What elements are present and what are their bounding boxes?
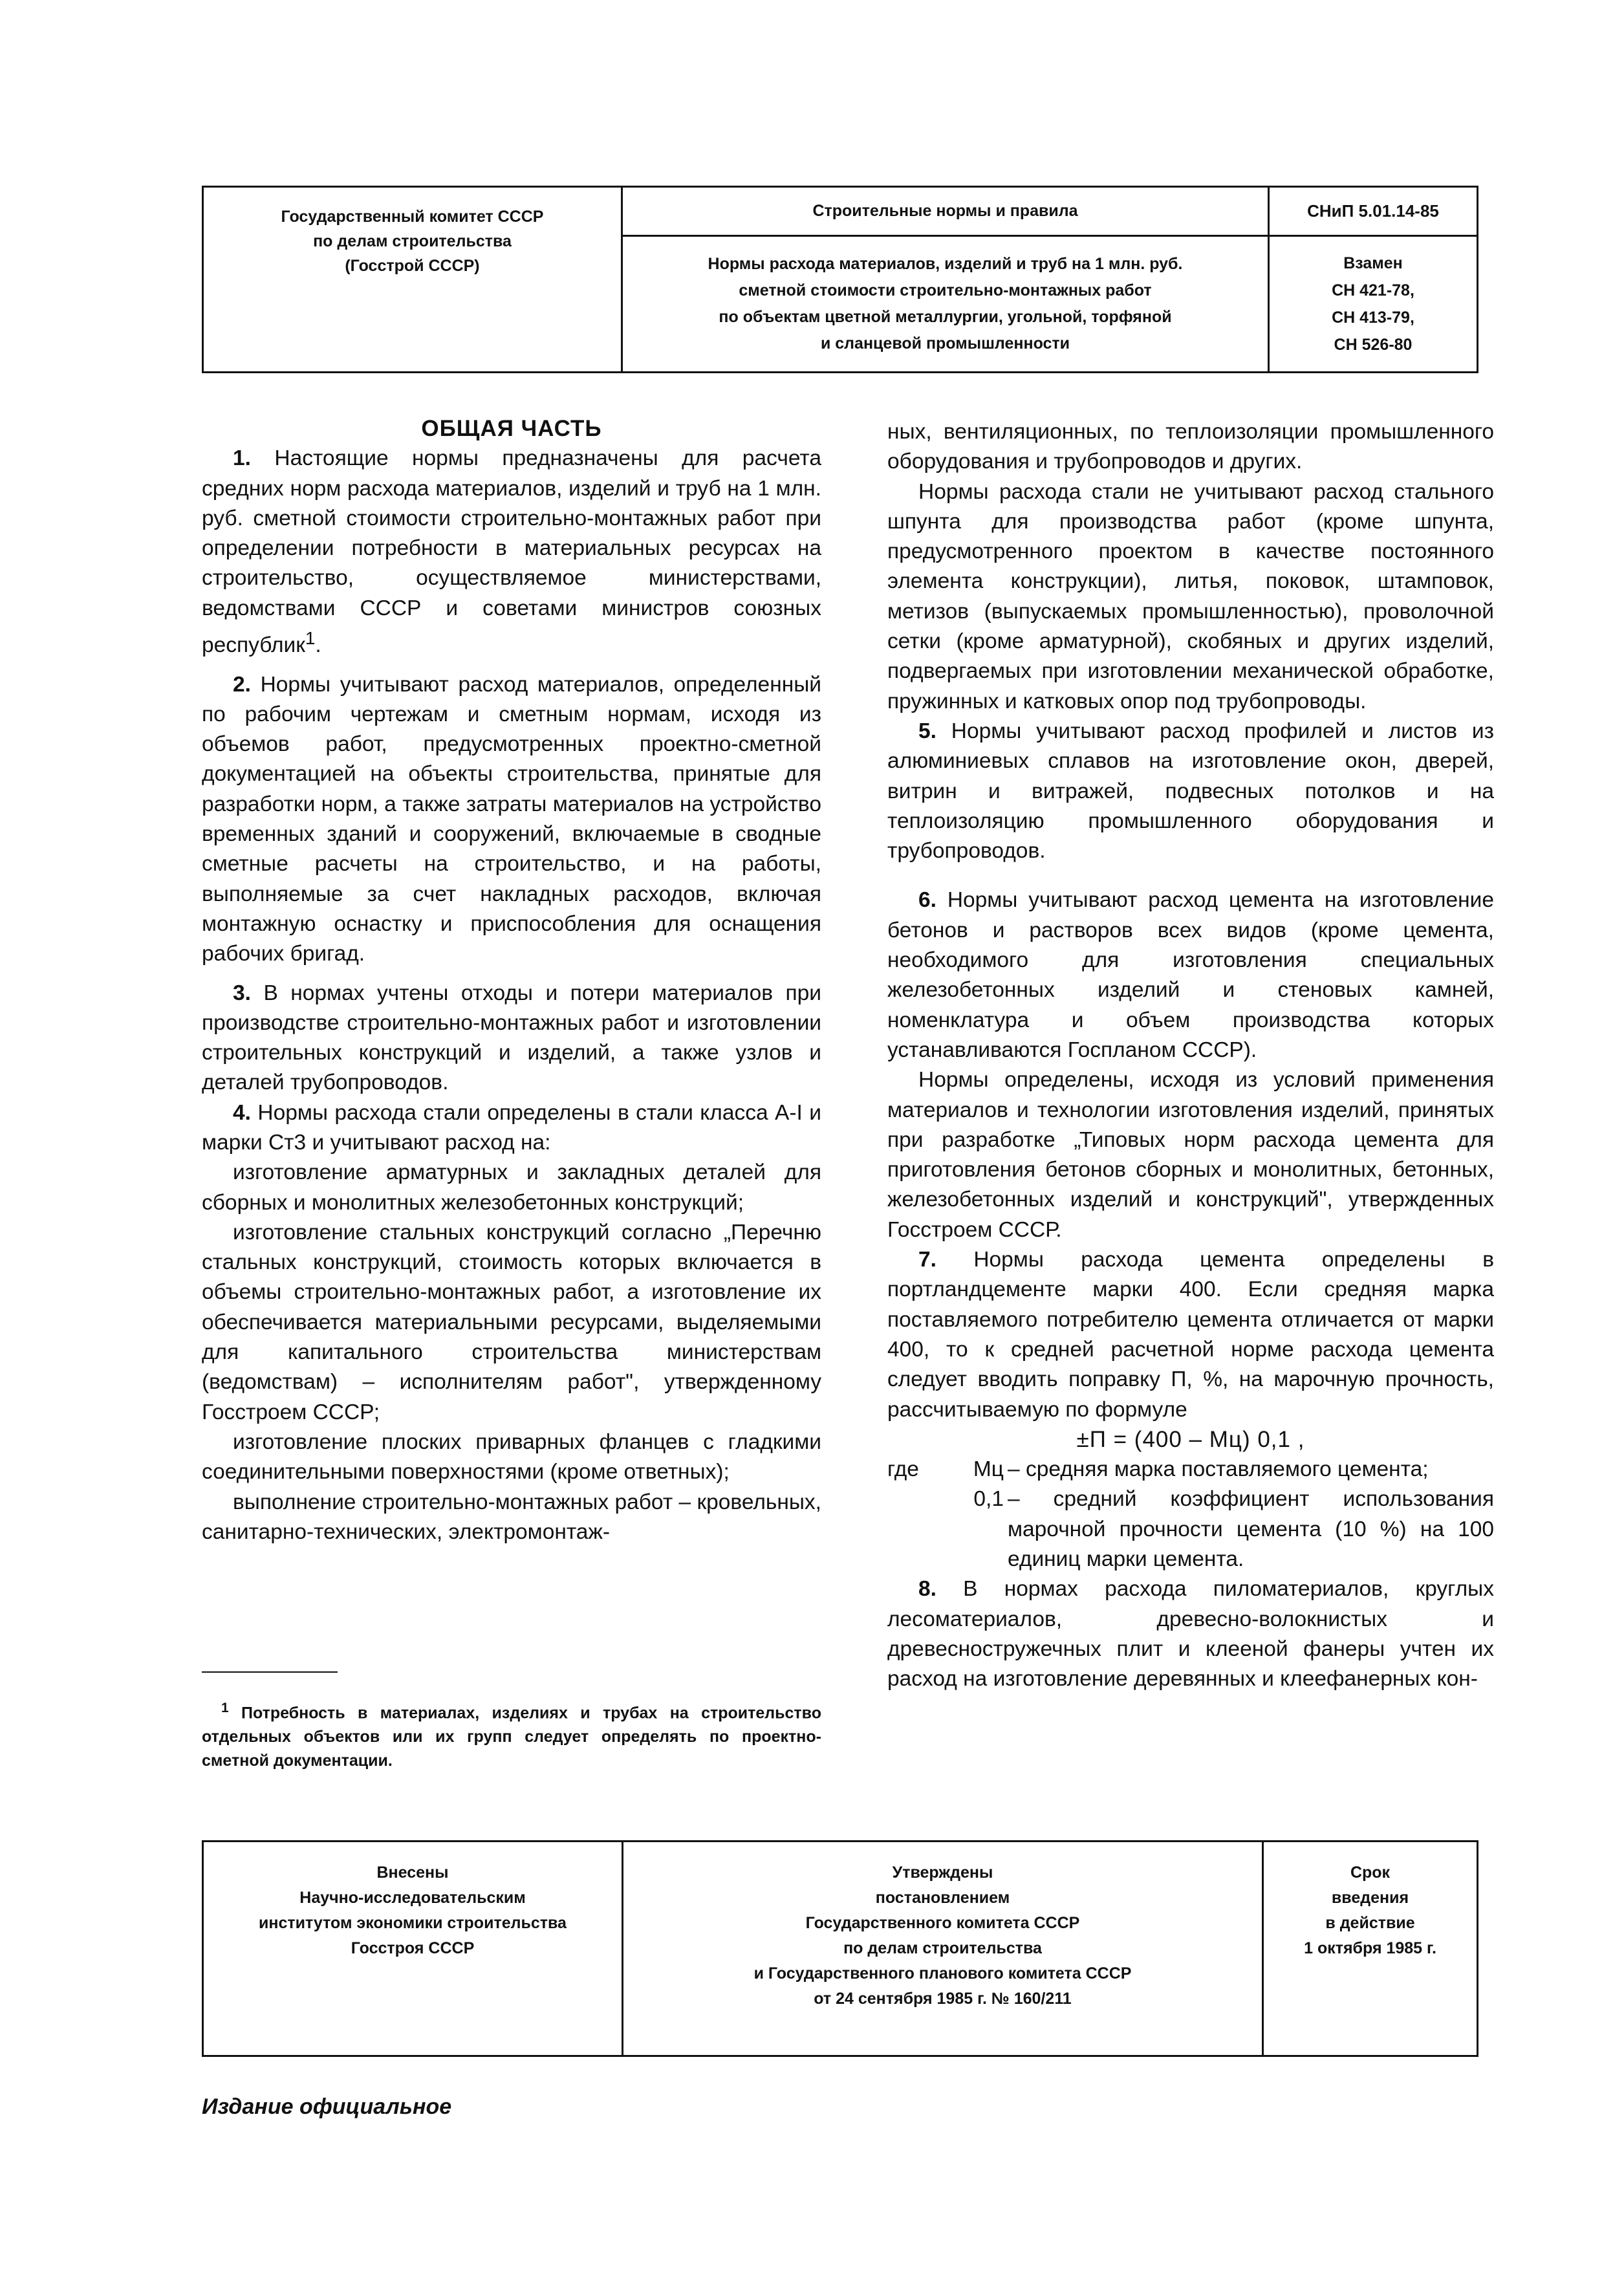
legend-key: Mц xyxy=(973,1457,1004,1482)
paragraph-7: 7. Нормы расхода цемента определены в портландцементе марки 400. Если средняя марка поставляемого потребителю цемента отличается от марки 400, то к средней расчетной норме расхода цемента следует вводить поправку П, %, на марочную прочность, рассчитываемую по формуле xyxy=(887,1248,1495,1422)
paragraph-steel-exclusions: Нормы расхода стали не учитывают расход стального шпунта для производства работ (кроме шпунта, предусмотренного проектом в качестве постоянного элемента конструкции), литья, поковок, штамповок, метизов (выпускаемых промышленностью), проволочной сетки (кроме арматурной), скобяных и других изделий, подвергаемых при изготовлении механической обработке, пружинных и катковых опор под трубопроводы. xyxy=(887,479,1494,713)
formula-legend xyxy=(887,1455,1494,1574)
paragraph-4b: изготовление стальных конструкций согласно „Перечню стальных конструкций, стоимость которых включается в объемы строительно-монтажных работ, а изготовление их обеспечивается материальными ресурсами, выделяемыми для капитального строительства министерствам (ведомствам) – исполнителям работ", утвержденному Госстроем СССР; xyxy=(202,1220,821,1424)
section-title: ОБЩАЯ ЧАСТЬ xyxy=(421,416,602,441)
document-title-cell xyxy=(623,188,1270,371)
header-table xyxy=(202,186,1478,373)
footnote-ref: 1 xyxy=(305,628,316,649)
org-line: (Госстрой СССР) xyxy=(345,257,480,275)
approved-by: Утверждены постановлением Государственного комитета СССР по делам строительства и Государственного планового комитета СССР от 24 сентября 1985 г. № 160/211 xyxy=(623,1842,1264,2055)
paragraph-4a: изготовление арматурных и закладных деталей для сборных и монолитных железобетонных конструкций; xyxy=(202,1160,821,1215)
document-type: Строительные нормы и правила xyxy=(623,188,1268,237)
paragraph-4: 4. Нормы расхода стали определены в стали класса A-I и марки Ст3 и учитывают расход на: xyxy=(202,1100,821,1155)
document-code-cell xyxy=(1270,188,1477,371)
paragraph-8: 8. В нормах расхода пиломатериалов, круглых лесоматериалов, древесно-волокнистых и древесностружечных плит и клееной фанеры учтен их расход на изготовление деревянных и клеефанерных кон- xyxy=(887,1577,1494,1691)
paragraph-5: 5. Нормы учитывают расход профилей и листов из алюминиевых сплавов на изготовление окон, дверей, витрин и витражей, подвесных потолков и на теплоизоляцию промышленного оборудования и трубопроводов. xyxy=(887,719,1494,864)
paragraph-4-continued: ных, вентиляционных, по теплоизоляции промышленного оборудования и трубопроводов и других. xyxy=(887,420,1494,474)
paragraph-6b: Нормы определены, исходя из условий применения материалов и технологии изготовления изделий, принятых при разработке „Типовых норм расхода цемента для приготовления бетонов сборных и монолитных, бетонных, железобетонных изделий и конструкций", утвержденных Госстроем СССР. xyxy=(887,1068,1494,1242)
legend-key: 0,1 xyxy=(973,1487,1004,1512)
right-column xyxy=(887,417,1494,1694)
effective-date: Срок введения в действие 1 октября 1985 г. xyxy=(1304,1864,1436,1957)
document-title: Нормы расхода материалов, изделий и труб на 1 млн. руб. сметной стоимости строительно-монтажных работ по объектам цветной металлургии, угольной, торфяной и сланцевой промышленности xyxy=(708,255,1183,353)
footnote-text: Потребность в материалах, изделиях и трубах на строительство отдельных объектов или их групп следует определять по проектно-сметной документации. xyxy=(202,1704,821,1770)
document-code: СНиП 5.01.14-85 xyxy=(1270,188,1477,237)
left-column xyxy=(202,414,821,1547)
replaces-list: Взамен СН 421-78, СН 413-79, СН 526-80 xyxy=(1332,254,1414,354)
introduced-by: Внесены Научно-исследовательским институтом экономики строительства Госстроя СССР xyxy=(204,1842,623,2055)
formula: ±П = (400 – Mц) 0,1 , xyxy=(1076,1426,1305,1452)
paragraph-2: 2. Нормы учитывают расход материалов, определенный по рабочим чертежам и сметным нормам, исходя из объемов работ, предусмотренных проектно-сметной документацией на объекты строительства, принятые для разработки норм, а также затраты материалов на устройство временных зданий и сооружений, включаемые в сводные сметные расчеты на строительство, и на работы, выполняемые за счет накладных расходов, включая монтажную оснастку и приспособления для оснащения рабочих бригад. xyxy=(202,672,821,966)
footnote-mark: 1 xyxy=(221,1701,229,1715)
paragraph-4c: изготовление плоских приварных фланцев с гладкими соединительными поверхностями (кроме ответных); xyxy=(202,1429,821,1484)
paragraph-1: 1. Настоящие нормы предназначены для расчета средних норм расхода материалов, изделий и труб на 1 млн. руб. сметной стоимости строительно-монтажных работ при определении потребности в материальных ресурсах на строительство, осуществляемое министерствами, ведомствами СССР и советами министров союзных республик$^1$. xyxy=(202,446,822,658)
org-line: по делам строительства xyxy=(313,232,512,250)
legend-value: – средняя марка поставляемого цемента; xyxy=(1008,1457,1429,1482)
legend-value: – средний коэффициент использования марочной прочности цемента (10 %) на 100 единиц марки цемента. xyxy=(1008,1487,1494,1571)
org-line: Государственный комитет СССР xyxy=(281,208,544,226)
footnote xyxy=(202,1696,821,1773)
paragraph-4d: выполнение строительно-монтажных работ – кровельных, санитарно-технических, электромонтаж- xyxy=(202,1490,821,1544)
issuing-organization xyxy=(204,188,623,371)
paragraph-6: 6. Нормы учитывают расход цемента на изготовление бетонов и растворов всех видов (кроме цемента, необходимого для изготовления специальных железобетонных изделий и стеновых камней, номенклатура и объем производства которых устанавливаются Госпланом СССР). xyxy=(887,888,1495,1062)
paragraph-3: 3. В нормах учтены отходы и потери материалов при производстве строительно-монтажных работ и изготовлении строительных конструкций и изделий, а также узлов и деталей трубопроводов. xyxy=(202,981,821,1095)
where-word: где xyxy=(887,1457,919,1482)
edition-label: Издание официальное xyxy=(202,2094,452,2119)
approval-table xyxy=(202,1840,1478,2057)
footnote-divider xyxy=(202,1671,338,1673)
